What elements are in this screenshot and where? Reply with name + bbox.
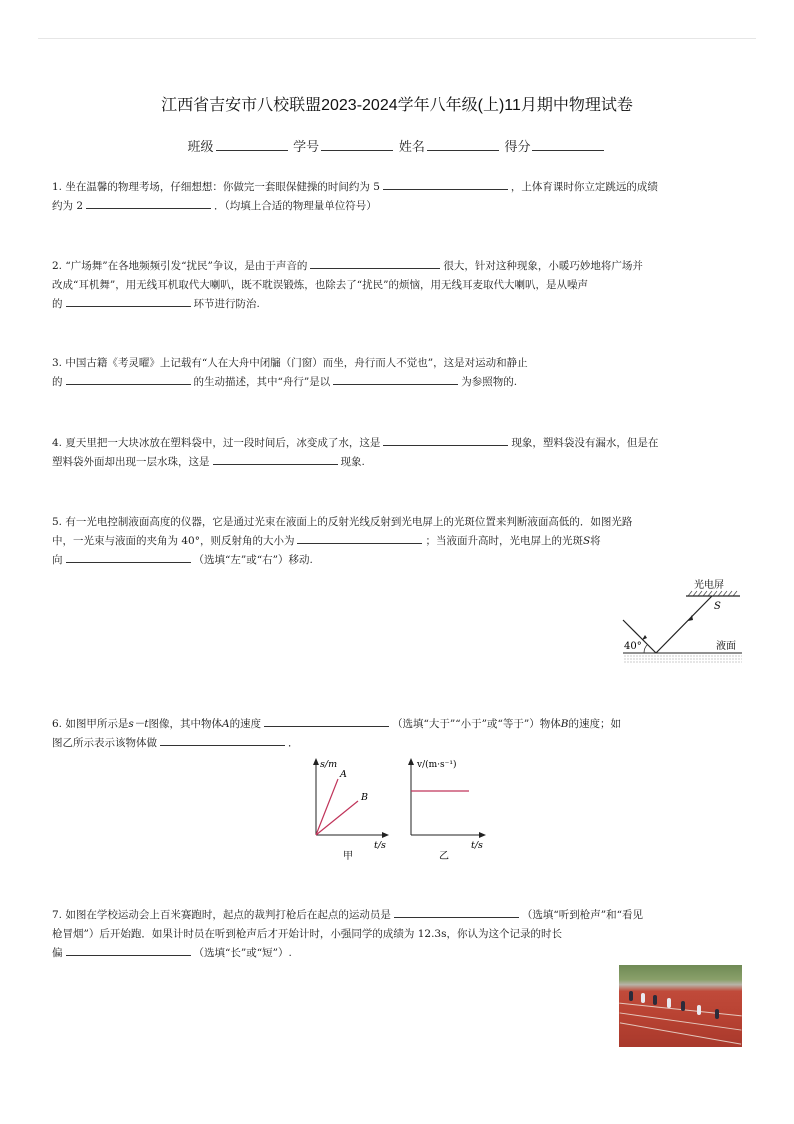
q2-text: 环节进行防治.: [193, 298, 260, 310]
class-blank[interactable]: [216, 138, 288, 151]
q3-text: 的生动描述，其中“舟行”是以: [193, 376, 331, 388]
screen-hatching: [688, 591, 737, 596]
name-blank[interactable]: [427, 138, 499, 151]
score-label: 得分: [504, 139, 531, 154]
question-3: [52, 354, 744, 392]
st-x-arrow: [382, 832, 389, 838]
runner: [629, 991, 633, 1001]
q3-text: 为参照物的.: [461, 376, 518, 388]
runner: [667, 998, 671, 1008]
q6-object-b: B: [560, 718, 569, 730]
vt-x-arrow: [479, 832, 486, 838]
q5-blank-2[interactable]: [66, 551, 191, 563]
q5-text: ；当液面升高时，光电屏上的光斑: [425, 535, 583, 547]
top-divider: [38, 38, 756, 39]
label-a: A: [340, 769, 347, 780]
vt-graph: [395, 755, 500, 865]
q6-text: 图像，其中物体: [148, 718, 222, 730]
q1-blank-2[interactable]: [86, 197, 211, 209]
q7-blank-2[interactable]: [66, 944, 191, 956]
q5-spot-symbol: S: [582, 535, 591, 547]
q5-text: 向: [52, 554, 63, 566]
graph2-caption: 乙: [439, 851, 449, 862]
liquid-body: [623, 654, 742, 664]
q3-blank-1[interactable]: [66, 373, 191, 385]
q4-text: 现象，塑料袋没有漏水，但是在: [511, 437, 659, 449]
score-blank[interactable]: [532, 138, 604, 151]
q2-text: 2. “广场舞”在各地频频引发“扰民”争议，是由于声音的: [52, 260, 308, 272]
runner: [697, 1005, 701, 1015]
runner: [641, 993, 645, 1003]
class-label: 班级: [187, 139, 214, 154]
q4-blank-1[interactable]: [383, 434, 508, 446]
q2-text: 的: [52, 298, 63, 310]
q4-blank-2[interactable]: [213, 453, 338, 465]
q2-blank-2[interactable]: [66, 295, 191, 307]
q6-blank-1[interactable]: [264, 715, 389, 727]
q1-text: ，上体育课时你立定跳远的成绩: [510, 181, 658, 193]
q7-text: 偏: [52, 947, 63, 959]
q3-text: 的: [52, 376, 63, 388]
page-title: 江西省吉安市八校联盟2023-2024学年八年级(上)11月期中物理试卷: [161, 97, 633, 114]
q5-blank-1[interactable]: [297, 532, 422, 544]
question-7: [52, 906, 744, 963]
label-b: B: [361, 792, 368, 803]
id-label: 学号: [293, 139, 320, 154]
q6-text: 的速度: [229, 718, 262, 730]
surface-label: 液面: [716, 641, 736, 652]
spot-label: S: [714, 601, 721, 612]
q7-text: 枪冒烟”）后开始跑．如果计时员在听到枪声后才开始计时，小强同学的成绩为 12.3s，你认为这个记录的时长: [52, 928, 562, 940]
q7-text: 7. 如图在学校运动会上百米赛跑时，起点的裁判打枪后在起点的运动员是: [52, 909, 391, 921]
st-y-arrow: [313, 758, 319, 765]
graph1-caption: 甲: [343, 851, 353, 862]
runner: [653, 995, 657, 1005]
track-lane: [620, 1012, 742, 1030]
q4-text: 现象.: [340, 456, 365, 468]
name-label: 姓名: [398, 139, 425, 154]
question-4: [52, 434, 744, 472]
vt-x-label: t/s: [471, 840, 483, 851]
q4-text: 4. 夏天里把一大块冰放在塑料袋中，过一段时间后，冰变成了水，这是: [52, 437, 381, 449]
vt-y-label: v/(m·s⁻¹): [417, 760, 457, 770]
vt-y-arrow: [408, 758, 414, 765]
race-start-photo: [619, 965, 742, 1047]
question-1: [52, 178, 744, 216]
light-reflection-diagram: [618, 574, 748, 670]
st-y-label: s/m: [320, 759, 338, 770]
q2-blank-1[interactable]: [310, 257, 440, 269]
q3-text: 3. 中国古籍《考灵曜》上记载有“人在大舟中闭牖（门窗）而坐，舟行而人不觉也”，这是对运动和静止: [52, 357, 528, 369]
q1-text: 约为 2: [52, 200, 84, 212]
q6-object-a: A: [221, 718, 230, 730]
q4-text: 塑料袋外面却出现一层水珠，这是: [52, 456, 210, 468]
q7-blank-1[interactable]: [394, 906, 519, 918]
q5-text: （选填“左”或“右”）移动.: [193, 554, 313, 566]
question-2: [52, 257, 744, 314]
runner: [681, 1001, 685, 1011]
q1-text: 1. 坐在温馨的物理考场，仔细想想：你做完一套眼保健操的时间约为 5: [52, 181, 380, 193]
track-lane: [620, 1022, 741, 1044]
incident-arrow: [642, 635, 647, 640]
q3-blank-2[interactable]: [333, 373, 458, 385]
runner: [715, 1009, 719, 1019]
q5-text: 中，一光束与液面的夹角为 40°，则反射角的大小为: [52, 535, 295, 547]
angle-label: 40°: [624, 641, 642, 652]
question-5: [52, 513, 744, 570]
q2-text: 很大，针对这种现象，小暖巧妙地将广场并: [443, 260, 643, 272]
student-info-row: [0, 136, 794, 155]
q5-text: 5. 有一光电控制液面高度的仪器，它是通过光束在液面上的反射光线反射到光电屏上的光斑位置来判断液面高低的．如图光路: [52, 516, 633, 528]
q6-blank-2[interactable]: [160, 734, 285, 746]
q6-text: 的速度；如: [568, 718, 621, 730]
st-x-label: t/s: [374, 840, 386, 851]
q1-text: ．（均填上合适的物理量单位符号）: [214, 200, 377, 212]
q6-text: 图乙所示表示该物体做: [52, 737, 157, 749]
q7-text: （选填“长”或“短”）.: [193, 947, 292, 959]
q6-text: （选填“大于”“小于”或“等于”）物体: [392, 718, 561, 730]
q6-text: ．: [288, 737, 299, 749]
q7-text: （选填“听到枪声”和“看见: [521, 909, 643, 921]
q6-st-symbol: s－t: [128, 718, 149, 730]
q5-text: 将: [590, 535, 601, 547]
q2-text: 改成“耳机舞”，用无线耳机取代大喇叭，既不耽误锻炼，也除去了“扰民”的烦恼，用无线耳麦取代大喇叭，是从噪声: [52, 279, 588, 291]
angle-arc: [644, 645, 648, 654]
reflected-ray: [656, 596, 712, 653]
st-graph: [300, 755, 395, 865]
q1-blank-1[interactable]: [383, 178, 508, 190]
q6-text: 6. 如图甲所示是: [52, 718, 129, 730]
question-6: [52, 715, 744, 753]
id-blank[interactable]: [321, 138, 393, 151]
screen-label: 光电屏: [694, 580, 724, 591]
